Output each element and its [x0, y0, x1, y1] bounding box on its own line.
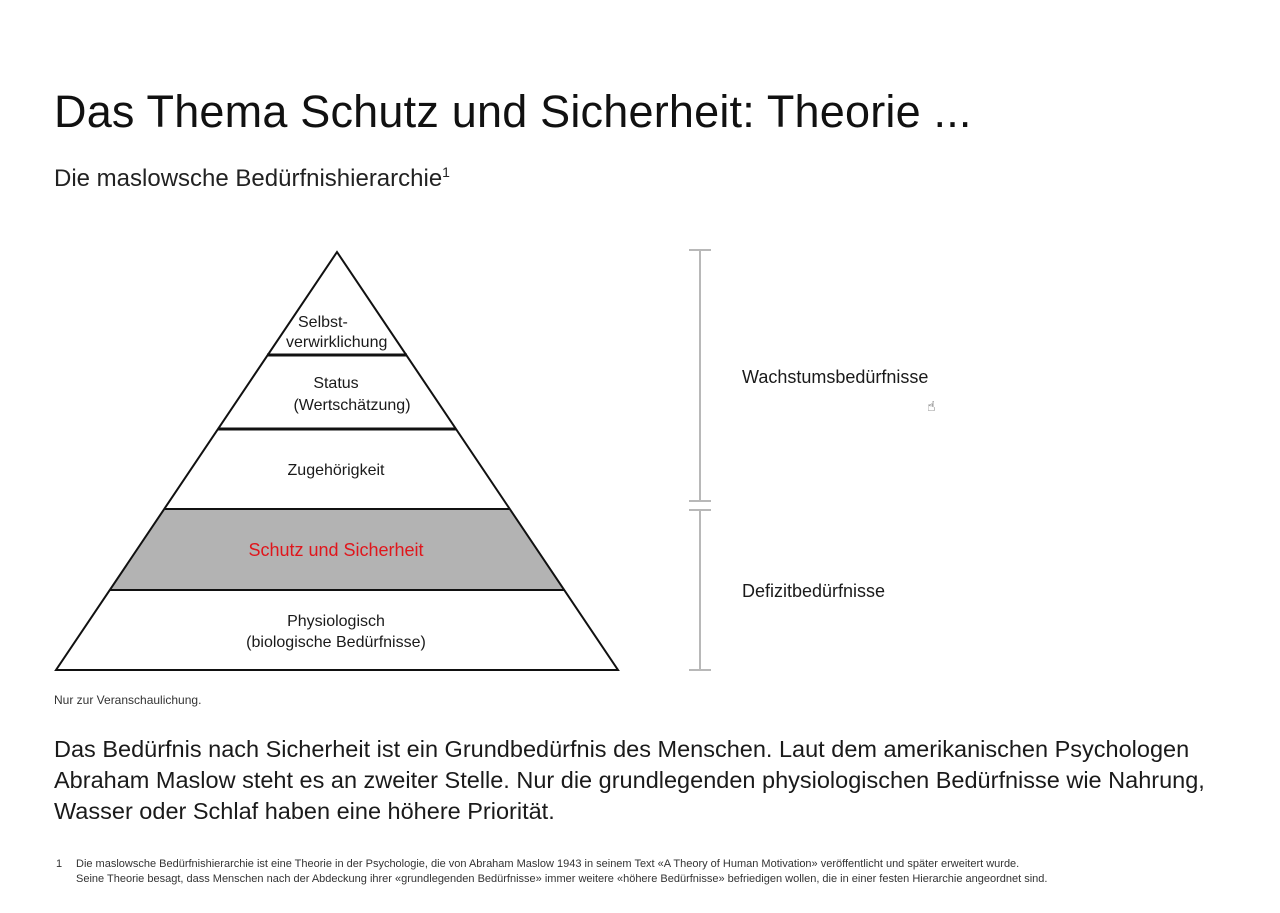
page-title: Das Thema Schutz und Sicherheit: Theorie ...	[54, 86, 972, 137]
footnote	[56, 857, 1236, 887]
footnote-line-2: Seine Theorie besagt, dass Menschen nach der Abdeckung ihrer «grundlegenden Bedürfnisse» immer weitere «höhere Bedürfnisse» befriedigen wollen, die in einer festen Hierarchie angeordnet sind.	[76, 873, 1048, 885]
level-label-status-2: (Wertschätzung)	[293, 397, 411, 414]
deficit-needs-label: Defizitbedürfnisse	[742, 581, 886, 601]
footnote-ref[interactable]: 1	[442, 164, 450, 180]
growth-needs-label: Wachstumsbedürfnisse	[742, 367, 929, 387]
level-label-physiologisch-1: Physiologisch	[287, 613, 385, 630]
level-label-physiologisch-2: (biologische Bedürfnisse)	[246, 634, 426, 651]
illustration-note: Nur zur Veranschaulichung.	[54, 693, 202, 707]
level-label-selbstverwirklichung-1: Selbst-	[298, 314, 348, 331]
footnote-line-1: Die maslowsche Bedürfnishierarchie ist eine Theorie in der Psychologie, die von Abraham Maslow 1943 in seinem Text «A Theory of Human Motivation» veröffentlicht und später erweitert wurde.	[76, 858, 1020, 870]
growth-needs-bracket	[689, 250, 711, 501]
level-label-zugehoerigkeit: Zugehörigkeit	[287, 462, 385, 479]
subtitle-text: Die maslowsche Bedürfnishierarchie	[54, 165, 443, 192]
level-label-selbstverwirklichung-2: verwirklichung	[286, 334, 388, 351]
hand-pointer-icon: ☝	[927, 398, 936, 414]
body-paragraph: Das Bedürfnis nach Sicherheit ist ein Grundbedürfnis des Menschen. Laut dem amerikanischen Psychologen Abraham Maslow steht es an zweiter Stelle. Nur die grundlegenden physiologischen Bedürfnisse wie Nahrung, Wasser oder Schlaf haben eine höhere Priorität.	[54, 736, 1205, 824]
level-label-schutz: Schutz und Sicherheit	[248, 540, 424, 560]
footnote-number: 1	[56, 858, 63, 870]
level-label-status-1: Status	[313, 375, 359, 392]
deficit-needs-bracket	[689, 510, 711, 670]
